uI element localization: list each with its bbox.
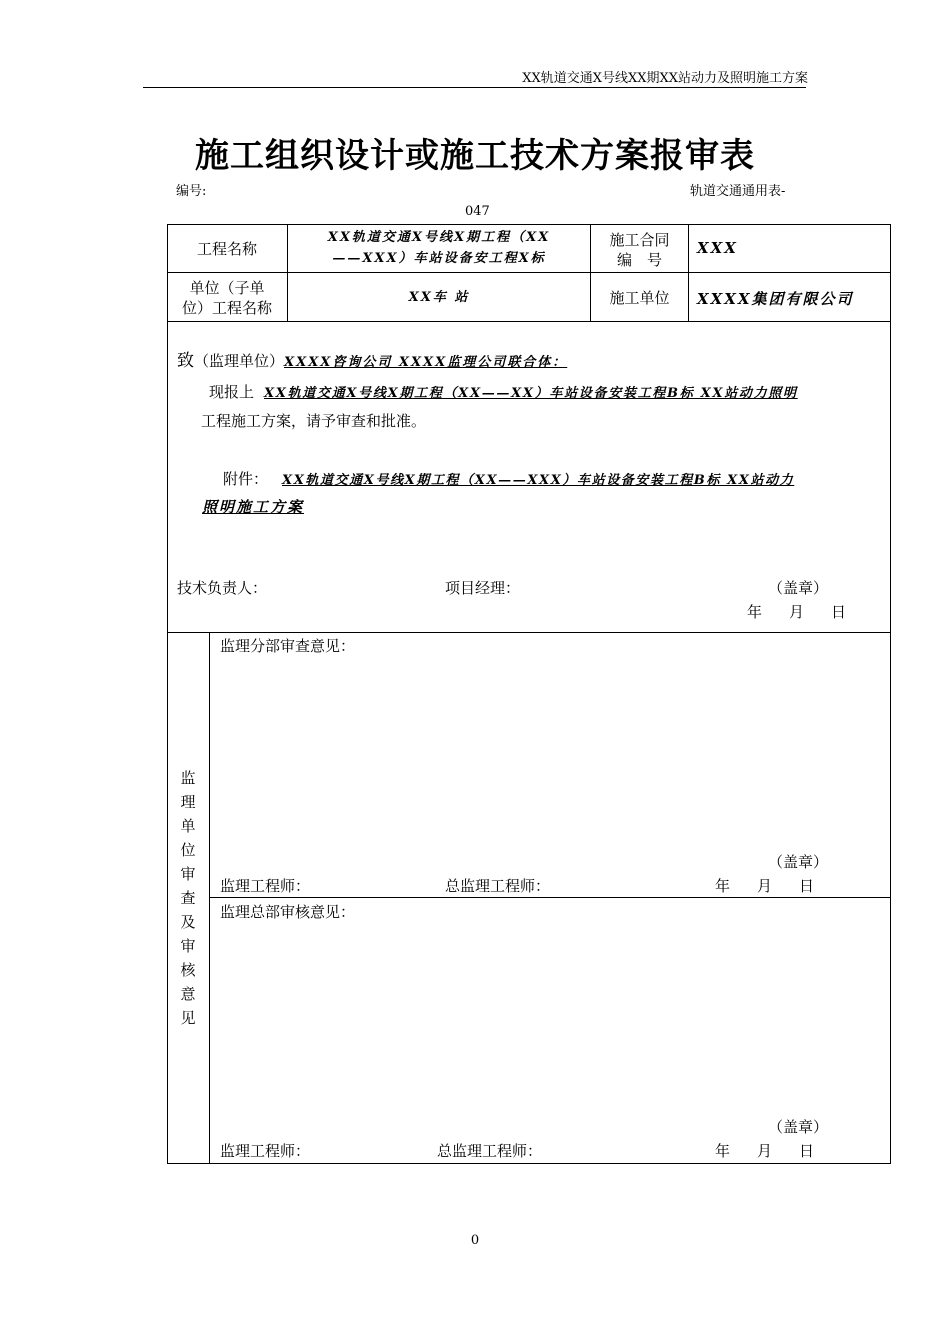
side-char: 核	[180, 961, 196, 979]
supervision-unit-value: XXXX咨询公司 XXXX监理公司联合体：	[284, 355, 568, 370]
attachment-value-line1: XX轨道交通X号线X期工程（XX——XXX）车站设备安装工程B标 XX站动力	[282, 473, 795, 488]
col-divider	[209, 632, 210, 1164]
col-divider	[688, 224, 689, 321]
seal-label: （盖章）	[768, 579, 829, 597]
branch-opinion-label: 监理分部审查意见：	[220, 637, 356, 655]
side-char: 意	[180, 985, 196, 1003]
side-char: 审	[180, 937, 196, 955]
contract-no-value: XXX	[697, 239, 738, 257]
report-line	[209, 381, 798, 402]
to-label: （监理单位）	[194, 352, 285, 370]
report-suffix: 工程施工方案，请予审查和批准。	[201, 412, 427, 430]
unit-name-value: XX车 站	[408, 290, 470, 305]
general-chief-engineer-label: 总监理工程师：	[437, 1142, 543, 1160]
project-name-label: 工程名称	[196, 240, 257, 258]
general-date-day: 日	[799, 1142, 815, 1160]
contract-no-label-line1: 施工合同	[609, 231, 670, 249]
branch-seal-label: （盖章）	[768, 853, 829, 871]
addressee-line	[177, 346, 567, 371]
side-char: 理	[180, 793, 196, 811]
form-code-number: 047	[465, 204, 490, 219]
side-char: 及	[180, 913, 196, 931]
row-divider	[167, 272, 891, 273]
serial-number-label: 编号:	[176, 184, 207, 199]
project-name-value-line1: XX轨道交通X号线X期工程（XX	[327, 230, 551, 245]
to-prefix: 致	[177, 351, 194, 371]
branch-engineer-label: 监理工程师：	[220, 877, 311, 895]
report-value: XX轨道交通X号线X期工程（XX——XX）车站设备安装工程B标 XX站动力照明	[264, 386, 798, 401]
date-month: 月	[789, 603, 805, 621]
branch-chief-engineer-label: 总监理工程师：	[445, 877, 551, 895]
row-divider	[167, 632, 891, 633]
side-char: 见	[180, 1009, 196, 1027]
running-header: XX轨道交通X号线XX期XX站动力及照明施工方案	[522, 71, 808, 86]
project-manager-label: 项目经理：	[445, 579, 521, 597]
side-char: 位	[180, 841, 196, 859]
general-date-month: 月	[757, 1142, 773, 1160]
header-rule	[143, 87, 806, 88]
row-divider	[209, 897, 891, 898]
branch-date-month: 月	[757, 877, 773, 895]
side-char: 监	[180, 769, 196, 787]
side-char: 查	[180, 889, 196, 907]
side-char: 单	[180, 817, 196, 835]
attachment-label: 附件：	[223, 470, 269, 488]
date-year: 年	[747, 603, 763, 621]
tech-lead-label: 技术负责人：	[177, 579, 268, 597]
report-prefix: 现报上	[209, 383, 255, 401]
form-code: 轨道交通通用表-	[690, 184, 786, 199]
general-opinion-label: 监理总部审核意见：	[220, 903, 356, 921]
contract-no-label-line2: 编 号	[616, 251, 662, 269]
attachment-line	[223, 468, 794, 489]
general-seal-label: （盖章）	[768, 1118, 829, 1136]
branch-date-year: 年	[715, 877, 731, 895]
general-engineer-label: 监理工程师：	[220, 1142, 311, 1160]
construction-unit-label: 施工单位	[609, 289, 670, 307]
branch-date-day: 日	[799, 877, 815, 895]
unit-name-label-line1: 单位（子单	[189, 279, 265, 297]
attachment-value-line2: 照明施工方案	[202, 498, 305, 516]
general-date-year: 年	[715, 1142, 731, 1160]
date-day: 日	[831, 603, 847, 621]
review-side-label	[167, 766, 209, 1030]
page-number: 0	[470, 1233, 480, 1248]
side-char: 审	[180, 865, 196, 883]
project-name-value-line2: ——XXX）车站设备安工程X标	[332, 251, 546, 266]
row-divider	[167, 321, 891, 322]
unit-name-label-line2: 位）工程名称	[181, 299, 272, 317]
construction-unit-value: XXXX集团有限公司	[697, 290, 854, 308]
document-title: 施工组织设计或施工技术方案报审表	[195, 136, 755, 176]
